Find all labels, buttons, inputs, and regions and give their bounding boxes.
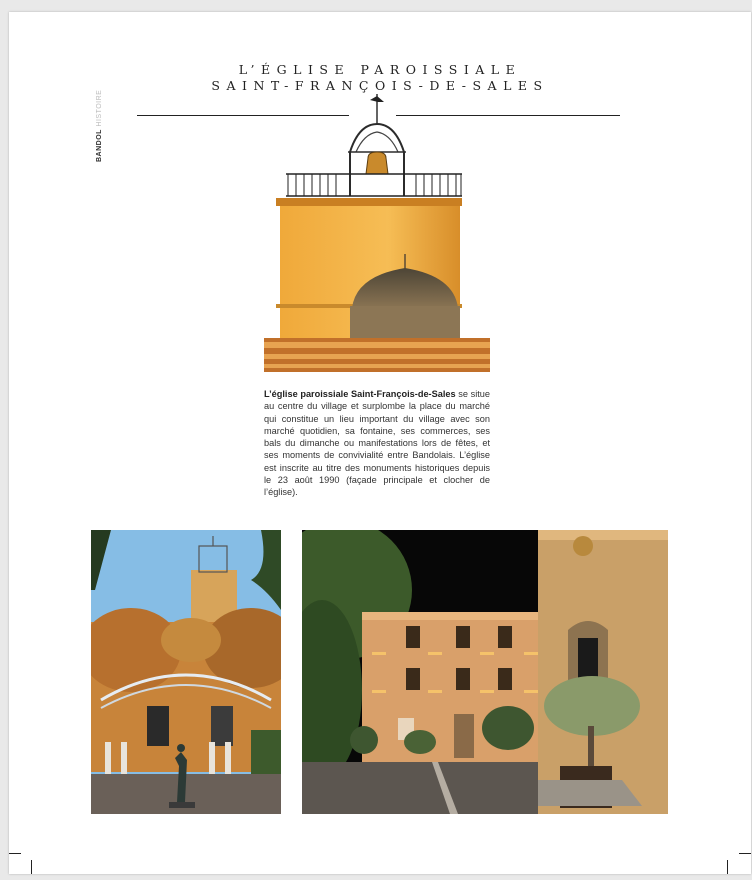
document-page bbox=[9, 12, 751, 874]
page-title-line-1: L’ÉGLISE PAROISSIALE bbox=[238, 62, 522, 77]
page-title-line-2: SAINT-FRANÇOIS-DE-SALES bbox=[211, 78, 549, 93]
running-header-strong: BANDOL bbox=[96, 129, 103, 162]
caption-lead: L’église paroissiale Saint-François-de-Sales bbox=[264, 389, 456, 399]
running-header-light: HISTOIRE bbox=[96, 89, 103, 127]
running-header bbox=[96, 82, 108, 162]
crop-mark bbox=[739, 853, 751, 854]
caption-body: se situe au centre du village et surplombe la place du marché qui constitue un lieu important du village avec son marché quotidien, sa fontaine, ses commerces, ses bals du dimanche ou manifestations lors de fêtes, et ses moments de convivialité entre Bandolais. L’église est inscrite au titre des monuments historiques depuis le 23 août 1990 (façade principale et clocher de l’église). bbox=[264, 389, 491, 498]
crop-mark bbox=[9, 853, 21, 854]
church-day-photo bbox=[91, 530, 281, 814]
church-night-photo bbox=[302, 530, 668, 814]
crop-mark bbox=[727, 860, 728, 874]
bell-tower-photo bbox=[264, 94, 490, 372]
crop-mark bbox=[31, 860, 32, 874]
caption-paragraph bbox=[264, 388, 490, 499]
